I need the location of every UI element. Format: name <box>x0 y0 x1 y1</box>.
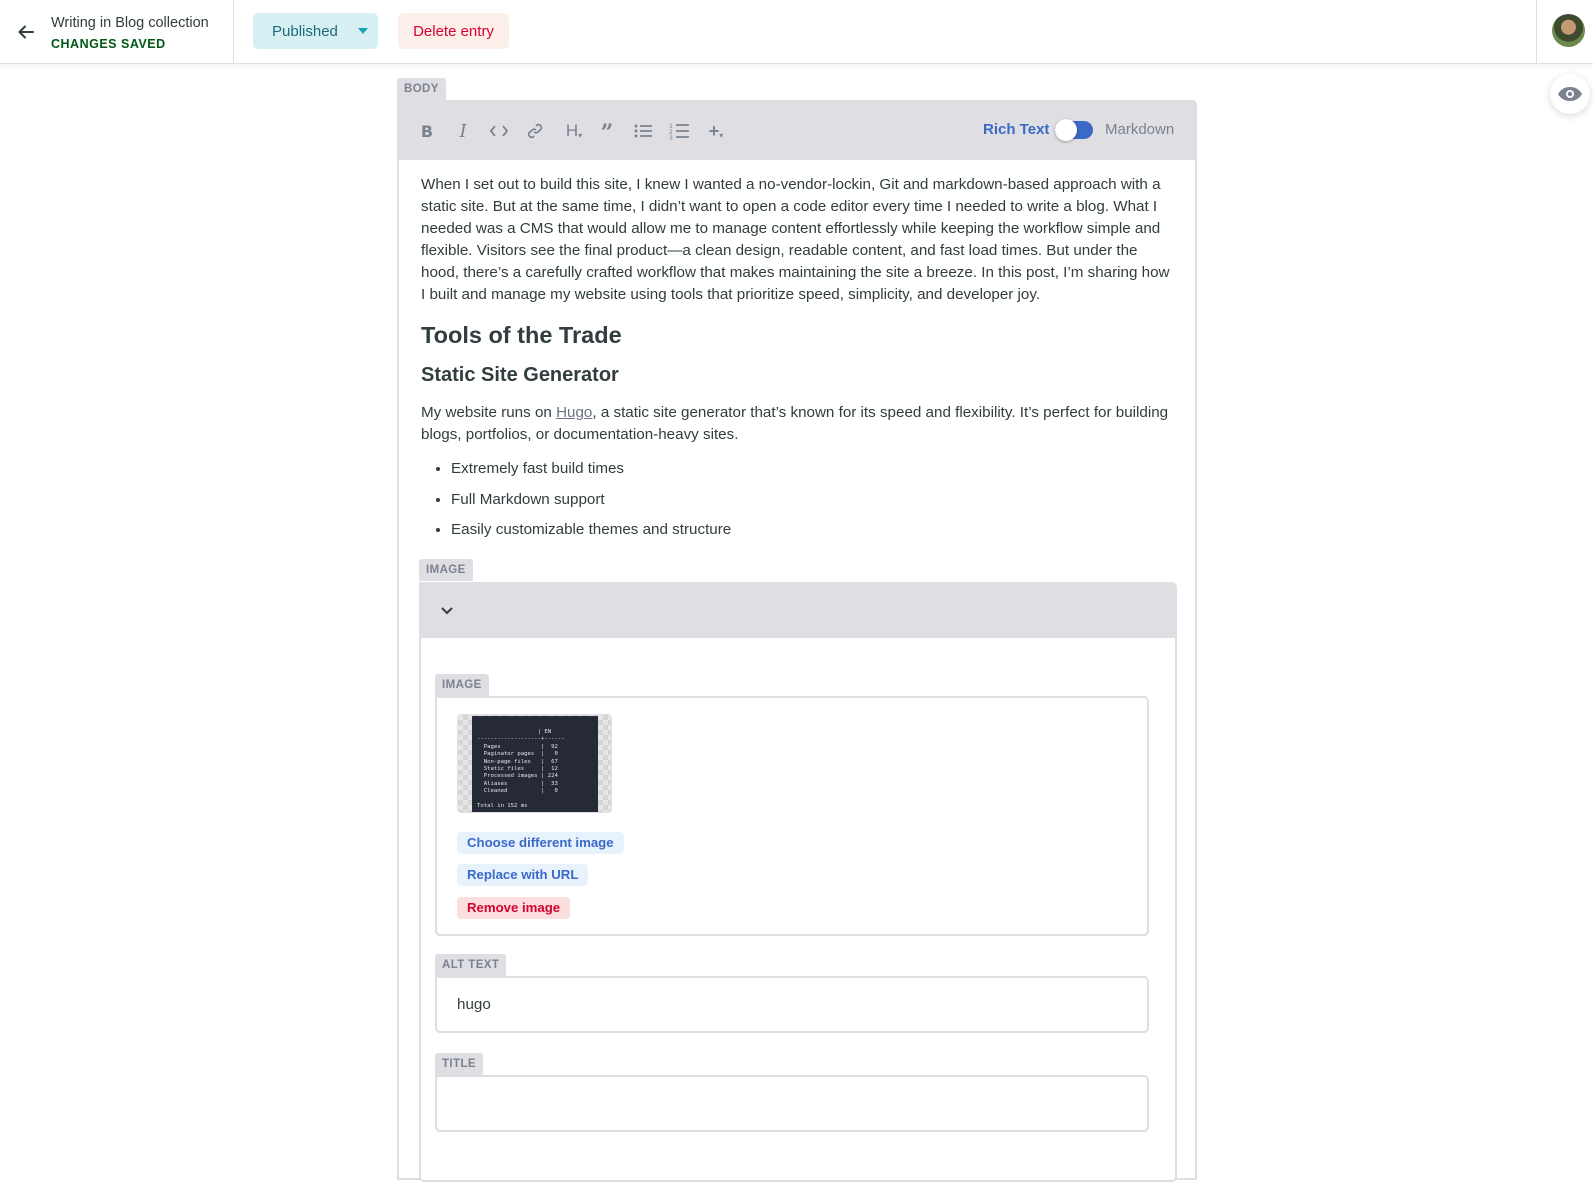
remove-image-button[interactable]: Remove image <box>457 897 570 919</box>
image-field <box>435 696 1149 936</box>
code-icon[interactable] <box>485 119 513 143</box>
rich-text-toolbar <box>399 102 1195 160</box>
intro-paragraph: When I set out to build this site, I knew I wanted a no-vendor-lockin, Git and markdown-based approach with a static site. But at the same time, I didn’t want to open a code editor every time I needed to write a blog. What I needed was a CMS that would allow me to manage content effortlessly while keeping the workflow simple and flexible. Visitors see the final product—a clean design, readable content, and fast load times. But under the hood, there’s a carefully crafted workflow that makes maintaining the site a breeze. In this post, I’m sharing how I built and manage my website using tools that prioritize speed, simplicity, and developer joy. <box>421 176 1170 303</box>
topbar-divider <box>233 0 234 64</box>
title-input[interactable] <box>437 1077 1147 1130</box>
terminal-screenshot: | EN -------------------+------ Pages | 92 Paginator pages | 0 Non-page files | 67 Static files | 12 Processed images | 224 Aliases | 33 Cleaned | 0 Total in 152 ms <box>472 716 598 812</box>
add-component-icon[interactable]: + ▾ <box>708 120 724 141</box>
title-field <box>435 1075 1149 1132</box>
topbar-right-divider <box>1536 0 1537 64</box>
body-field-label: BODY <box>397 78 446 100</box>
preview-eye-icon[interactable] <box>1550 74 1590 114</box>
list-item: • Full Markdown support <box>451 489 1177 511</box>
editor-topbar <box>0 0 1593 64</box>
title-label: TITLE <box>435 1053 483 1075</box>
svg-text:1: 1 <box>669 123 673 130</box>
image-component <box>419 582 1177 1182</box>
heading-static-site-generator: Static Site Generator <box>421 364 619 386</box>
features-list <box>421 458 1177 541</box>
publish-status-label: Published <box>272 23 338 40</box>
body-field <box>397 100 1197 1180</box>
list-item: • Extremely fast build times <box>451 458 1177 480</box>
collection-title: Writing in Blog collection <box>51 15 209 31</box>
rich-text-label: Rich Text <box>983 121 1050 138</box>
entry-title-block <box>51 13 209 53</box>
hugo-paragraph-end: , a static site generator that’s known for its speed and flexibility. It’s perfect for building blogs, portfolios, or documentation-heavy sites. <box>421 404 1169 443</box>
list-item: • Easily customizable themes and structure <box>451 519 1177 541</box>
svg-text:2: 2 <box>669 129 673 136</box>
delete-entry-button[interactable]: Delete entry <box>398 13 509 49</box>
italic-icon[interactable]: I <box>459 120 467 142</box>
choose-image-button[interactable]: Choose different image <box>457 832 624 854</box>
hugo-paragraph <box>421 402 1177 446</box>
image-field-label: IMAGE <box>435 674 489 696</box>
publish-status-dropdown[interactable] <box>253 13 378 49</box>
caret-down-icon <box>358 28 368 34</box>
editor-mode-toggle[interactable] <box>1055 121 1093 139</box>
alt-text-field <box>435 976 1149 1033</box>
alt-text-label: ALT TEXT <box>435 954 506 976</box>
image-component-label: IMAGE <box>419 559 473 581</box>
toggle-knob <box>1055 119 1077 141</box>
link-icon[interactable] <box>521 119 549 143</box>
numbered-list-icon[interactable] <box>665 119 693 143</box>
bulleted-list-icon[interactable] <box>629 119 657 143</box>
heading-tools-of-the-trade: Tools of the Trade <box>421 322 622 348</box>
save-status: CHANGES SAVED <box>51 37 166 51</box>
markdown-label: Markdown <box>1105 121 1175 138</box>
image-component-header[interactable] <box>421 584 1175 638</box>
alt-text-input[interactable] <box>437 978 1147 1031</box>
heading-icon[interactable]: H ▾ <box>565 121 583 140</box>
bold-icon[interactable]: B <box>420 121 434 141</box>
rich-text-content[interactable] <box>421 174 1177 550</box>
image-thumbnail[interactable] <box>457 714 612 813</box>
chevron-down-icon[interactable] <box>438 602 456 620</box>
hugo-link[interactable]: Hugo <box>556 404 593 421</box>
user-avatar[interactable] <box>1552 14 1585 47</box>
quote-icon[interactable]: ” <box>600 120 614 146</box>
replace-with-url-button[interactable]: Replace with URL <box>457 864 588 886</box>
hugo-paragraph-start: My website runs on <box>421 404 557 421</box>
back-arrow-icon[interactable] <box>10 16 42 48</box>
svg-text:3: 3 <box>669 135 673 140</box>
